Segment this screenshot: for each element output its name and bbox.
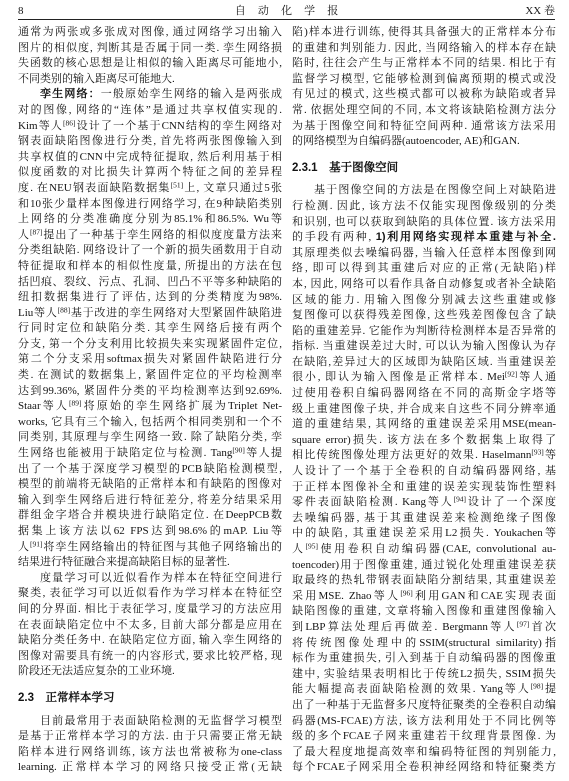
text-line: 复图像可以获得残差图像, 这些残差图像包含了缺 xyxy=(292,309,556,322)
volume-label: XX 卷 xyxy=(525,5,555,17)
text-line: 标作为重建损失, 引入到基于自动编码器的图像重 xyxy=(292,652,556,665)
text-line: 取最终的热轧带钢表面缺陷分割结果, 其重建误差 xyxy=(292,574,556,587)
section-number: 2.3.1 xyxy=(292,161,318,174)
text-line: 共享权值的CNN中完成特征提取, 然后利用基于相 xyxy=(18,150,282,163)
text-line: 有见过的模式, 这些模式都可以被称为缺陷或者异 xyxy=(292,88,556,101)
text-line: 括凹痕、裂纹、污点、孔洞、凹凸不平等多种缺陷的 xyxy=(18,275,282,288)
text-line: 群组金字塔合并模块进行缺陷定位. 在DeepPCB数 xyxy=(18,509,282,522)
text-line: 上网络的分类准确度分别为85.1%和86.5%. Wu等 xyxy=(18,213,282,226)
text-line: 特征提取和样本的相似性度量, 所提出的方法在包 xyxy=(18,259,282,272)
section-title: 正常样本学习 xyxy=(45,691,115,704)
citation-ref: [88] xyxy=(57,305,71,315)
text-line: 第二个分支采用softmax损失对紧固件缺陷进行分 xyxy=(18,353,282,366)
text-line: 陷样本进行网络训练, 该方法也常被称为one-class xyxy=(18,745,282,758)
text-line: 道的重建结果, 其网络的重建误差采用MSE(mean- xyxy=(292,418,556,431)
text-line: 每个FCAE子网采用全卷积神经网络和特征聚类方 xyxy=(292,761,556,774)
text-line: 采用MSE. Zhao等人[96]利用GAN和CAE实现表面 xyxy=(292,588,556,602)
paragraph xyxy=(18,87,282,570)
text-run: 一般原始孪生网络的输入是两张成 xyxy=(100,88,282,101)
text-line: 分支, 第一个分支利用比较损失来实现紧固件定位, xyxy=(18,337,282,350)
text-line: 行同时定位和缺陷分类. 其孪生网络后接有两个 xyxy=(18,322,282,335)
text-line: 结果进行特征融合来提高缺陷目标的显著性. xyxy=(18,556,230,569)
text-line: 过使用卷积自编码器网络在不同的高斯金字塔等 xyxy=(292,387,556,400)
text-line: 缺陷图像的重建, 文章将输入图像和重建图像输入 xyxy=(292,605,556,618)
text-line: learning. 正常样本学习的网络只接受正常(无缺 xyxy=(18,761,282,774)
text-line: 图片的相似度, 判断其是否属于同一类. 孪生网络损 xyxy=(18,41,282,54)
citation-ref: [94] xyxy=(453,495,467,504)
text-run: 的手段有两种, xyxy=(292,231,376,244)
text-line xyxy=(292,230,556,246)
text-line: 人设计了一个基于全卷积的自动编码器网络, 基 xyxy=(292,465,556,478)
text-line: 人[91]将孪生网络输出的特征图与其他子网络输出的 xyxy=(18,539,282,553)
text-line: 失函数的核心思想是让相似的输入距离尽可能地小, xyxy=(18,57,282,70)
text-line: 缺陷分类任务中. 在缺陷定位方面, 输入孪生网络的 xyxy=(18,634,282,647)
text-line: 指标. 当重建误差过大时, 可以认为输入图像认为存 xyxy=(292,340,556,353)
text-line: 很小, 即认为输入图像是正常样本. Mei[92]等人通 xyxy=(292,370,556,384)
citation-ref: [92] xyxy=(504,370,518,380)
text-line: 的重建和判别能力. 因此, 当网络输入的样本存在缺 xyxy=(292,41,556,54)
text-line: 行检测. 因此, 该方法不仅能实现图像级别的分类 xyxy=(292,199,556,212)
citation-ref: [91] xyxy=(29,539,43,549)
text-line: 零件表面缺陷检测. Kang等人[94]设计了一个深度 xyxy=(292,495,556,509)
text-line: 对的图像, 网络的“连体”是通过共享权值实现的. xyxy=(18,103,282,116)
text-line: 钢表面缺陷图像进行分类, 首先将两张图像输入到 xyxy=(18,135,282,148)
section-title: 基于图像空间 xyxy=(329,161,399,174)
journal-title: 自动化学报 xyxy=(234,5,351,17)
text-line: Staar等人[89]将原始的孪生网络扩展为Triplet Net- xyxy=(18,399,282,413)
text-line: 陷)样本进行训练, 使得其具备强大的正常样本分布 xyxy=(292,26,556,38)
text-line: works, 它具有三个输入, 包括两个相同类别和一个不 xyxy=(18,415,282,428)
paragraph xyxy=(292,183,556,776)
text-line: 和10张少量样本图像进行网络学习, 在9种缺陷类别 xyxy=(18,197,282,210)
text-line: 聚类, 表征学习可以近似看作为学习样本在特征空 xyxy=(18,587,282,600)
text-line: 出了一个基于深度学习模型的PCB缺陷检测模型, xyxy=(18,462,282,475)
citation-ref: [51] xyxy=(170,180,184,190)
text-line: 图像对需要具有统一的内容形式, 要求比较严格, 现 xyxy=(18,649,282,662)
section-number: 2.3 xyxy=(18,691,34,704)
text-line: square error)损失. 该方法在多个数据集上取得了 xyxy=(292,433,556,446)
right-column xyxy=(292,25,556,779)
citation-ref: [86] xyxy=(63,118,76,128)
text-line: 度量学习可以近似看作为样本在特征空间进行 xyxy=(40,571,282,584)
text-line: 相比传统图像处理方法更好的效果. Haselmann[93]等 xyxy=(292,448,556,462)
text-line: 生网络也能被用于缺陷定位与检测. Tang[90]等人提 xyxy=(18,446,282,460)
text-line: 中的缺陷, 其重建误差采用L2损失. Youkachen等 xyxy=(292,527,556,540)
paragraph xyxy=(292,25,556,150)
citation-ref: [97] xyxy=(516,619,530,629)
text-line: 阶段还无法适应复杂的工业环境. xyxy=(18,665,175,678)
text-line: 其原理类似去噪编码器, 当输入任意样本图像到网 xyxy=(292,246,556,259)
text-line: toencoder)用于图像重建, 通过锐化处理重建误差获 xyxy=(292,558,556,571)
text-line: 似度函数的对比损失计算两个特征之间的差异程 xyxy=(18,166,282,179)
text-line: 间的分界面. 相比于表征学习, 度量学习的方法应用 xyxy=(18,602,282,615)
text-line: Kim等人[86]设计了一个基于CNN结构的孪生网络对 xyxy=(18,118,282,132)
left-column xyxy=(18,25,282,779)
text-line: 建中, 实验结果表明相比于传统L2损失, SSIM损失 xyxy=(292,667,556,680)
text-line: Liu等人[88]基于改进的孪生网络对大型紧固件缺陷进 xyxy=(18,305,282,319)
text-line: 类. 在测试的数据集上, 紧固件定位的平均检测率 xyxy=(18,369,282,382)
text-line: 输入到孪生网络后进行特征差分, 将差分结果采用 xyxy=(18,493,282,506)
paragraph xyxy=(18,25,282,87)
text-line: 人[87]提出了一种基于孪生网络的相似度度量方法来 xyxy=(18,227,282,241)
citation-ref: [90] xyxy=(232,446,245,455)
text-line: 的网络模型为自编码器(autoencoder, AE)和GAN. xyxy=(292,135,520,148)
text-line: 区域的能力. 用输入图像分别减去这些重建或修 xyxy=(292,293,556,306)
page-number: 8 xyxy=(18,5,24,17)
text-line: 达到99.36%, 紧固件分类的平均检测率达到92.69%. xyxy=(18,384,282,397)
text-line xyxy=(18,87,282,103)
running-header xyxy=(18,3,555,20)
paragraph xyxy=(18,571,282,680)
text-line: 常. 依据处理空间的不同, 本文将该缺陷检测方法分 xyxy=(292,103,556,116)
text-line: 据集上该方法以62 FPS达到98.6%的mAP. Liu等 xyxy=(18,525,282,537)
text-line: 基于图像空间的方法是在图像空间上对缺陷进 xyxy=(314,184,556,197)
text-line: 和识别, 也可以获取到缺陷的具体位置. 该方法采用 xyxy=(292,215,556,228)
text-line: 监督学习模型, 它能够检测到偏离预期的模式或没 xyxy=(292,72,556,85)
text-line: 是基于正常样本学习的方法. 由于只需要正常无缺 xyxy=(18,730,282,743)
bold-run-in-text: 1)利用网络实现样本重建与补全. xyxy=(375,231,556,244)
text-line: 级的多个FCAE子网来重建若干纹理背景图像. 为 xyxy=(292,730,556,743)
text-line: 出了一种基于无监督多尺度特征聚类的全卷积自动编 xyxy=(292,698,556,711)
bold-run-in-text: 孪生网络： xyxy=(40,88,101,101)
text-line: 于正样本图像补全和重建的误差实现装饰性塑料 xyxy=(292,480,556,493)
text-line: 在表面缺陷定位中不太多, 目前大部分都是应用在 xyxy=(18,618,282,631)
text-line: 度. 在NEU钢表面缺陷数据集[51]上, 文章只通过5张 xyxy=(18,180,282,194)
text-line: 本, 因此, 网络可以看作具备自动修复或者补全缺陷 xyxy=(292,277,556,290)
text-line: 陷时, 往往会产生与正常样本不同的结果. 相比于有 xyxy=(292,57,556,70)
text-line: 陷的重建差异. 它能作为判断待检测样本是否异常的 xyxy=(292,324,556,337)
citation-ref: [98] xyxy=(530,682,544,691)
text-line: 模型的前端将无缺陷的正常样本和有缺陷的图像对 xyxy=(18,478,282,491)
text-line: 为基于图像空间和特征空间两种. 通常该方法采用 xyxy=(292,119,556,132)
citation-ref: [95] xyxy=(305,542,318,551)
text-line: 人[95]使用卷积自动编码器(CAE, convolutional au- xyxy=(292,542,556,555)
text-line: 不同类别的输入距离尽可能地大. xyxy=(18,72,175,85)
text-line: 目前最常用于表面缺陷检测的无监督学习模型 xyxy=(40,714,282,727)
text-line: 能大幅提高表面缺陷检测的效果. Yang等人[98]提 xyxy=(292,682,556,696)
text-line: 将传统图像处理中的SSIM(structural similarity)指 xyxy=(292,636,556,649)
text-line: 了最大程度地提高效率和编码特征图的判别能力, xyxy=(292,745,556,758)
text-line: 到LBP算法处理后再做差. Bergmann等人[97]首次 xyxy=(292,619,556,633)
citation-ref: [87] xyxy=(29,227,43,237)
subsection-heading xyxy=(292,161,556,177)
text-line: 通常为两张或多张成对图像, 通过网络学习出输入 xyxy=(18,26,282,38)
section-heading xyxy=(18,691,282,707)
citation-ref: [93] xyxy=(531,448,544,458)
text-line: 去噪编码器, 基于其重建误差来检测绝缘子图像 xyxy=(292,511,556,524)
citation-ref: [96] xyxy=(400,588,413,598)
text-line: 级上重建图像子块, 并合成来自这些不同分辨率通 xyxy=(292,402,556,415)
paragraph xyxy=(18,714,282,776)
text-line: 在缺陷,差异过大的区域即为缺陷区域. 当重建误差 xyxy=(292,355,556,368)
text-line: 码器(MS-FCAE)方法, 该方法利用处于不同比例等 xyxy=(292,714,556,727)
text-line: 络, 即可以得到其重建后对应的正常(无缺陷)样 xyxy=(292,262,556,275)
citation-ref: [89] xyxy=(69,399,82,408)
text-line: 纽扣数据集进行了评估, 达到的分类精度为98%. xyxy=(18,291,282,304)
text-line: 分类组缺陷. 网络设计了一个新的损失函数用于自动 xyxy=(18,244,282,257)
text-line: 同类别, 其原理与孪生网络一致. 除了缺陷分类, 孪 xyxy=(18,431,282,444)
